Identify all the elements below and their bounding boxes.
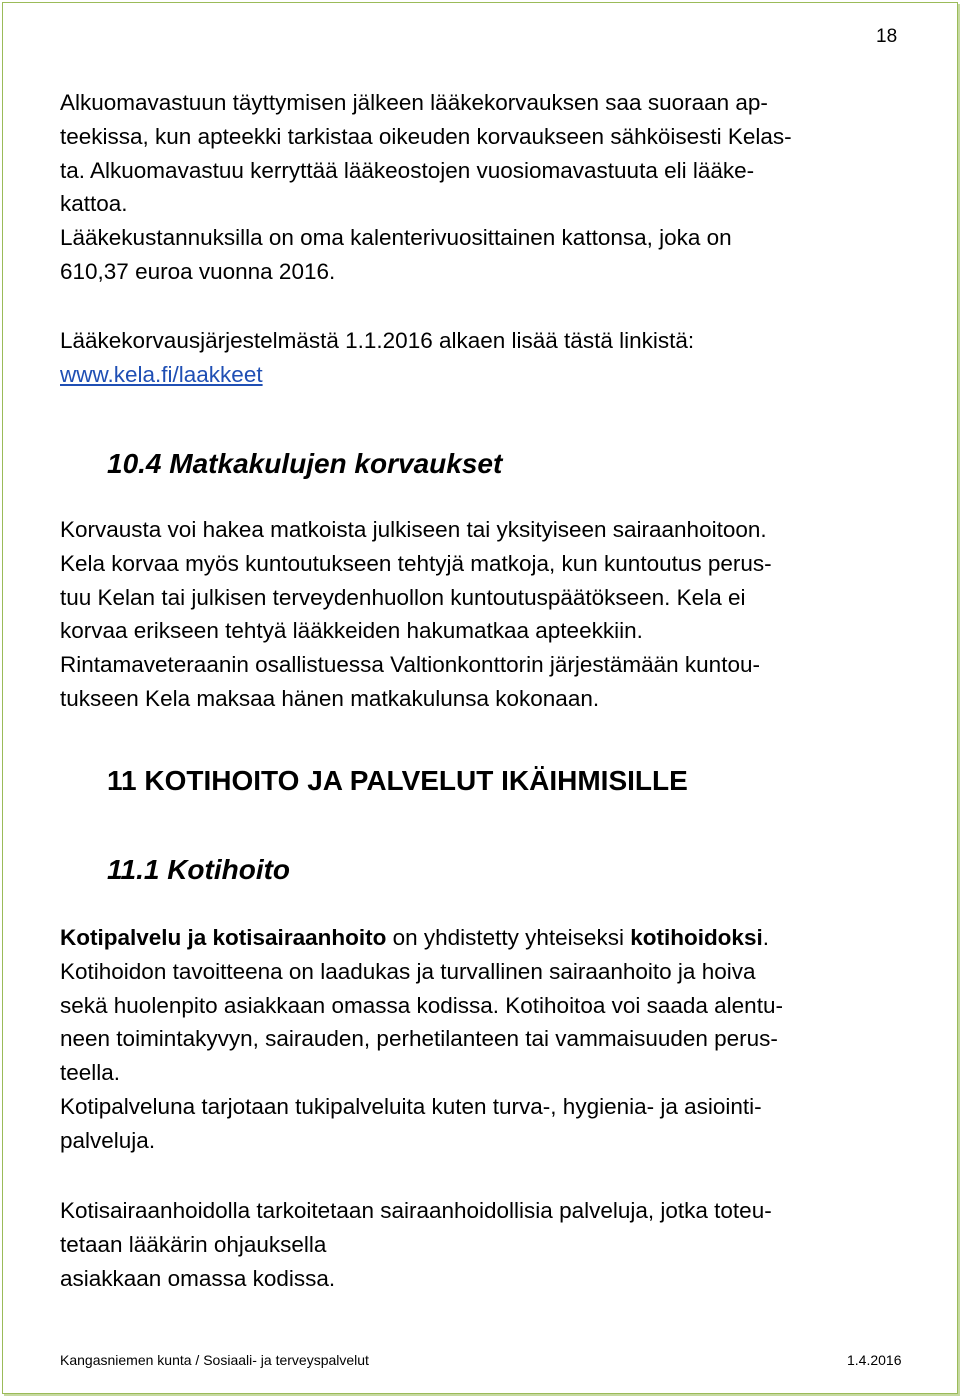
bold-text: kotihoidoksi — [630, 925, 763, 950]
text-line: tukseen Kela maksaa hänen matkakulunsa kokonaan. — [60, 685, 600, 711]
text-line: asiakkaan omassa kodissa. — [60, 1265, 336, 1291]
text-line: palveluja. — [60, 1127, 156, 1153]
heading-kotihoito: 11.1 Kotihoito — [107, 854, 291, 885]
kela-link[interactable]: www.kela.fi/laakkeet — [60, 361, 263, 387]
text-line: Kotihoidon tavoitteena on laadukas ja turvallinen sairaanhoito ja hoiva — [60, 958, 756, 984]
text-line: Alkuomavastuun täyttymisen jälkeen lääkekorvauksen saa suoraan ap- — [60, 90, 768, 115]
inline-text: on yhdistetty yhteiseksi — [386, 925, 631, 950]
paragraph-kotisairaanhoito — [60, 1194, 910, 1295]
text-line: Korvausta voi hakea matkoista julkiseen tai yksityiseen sairaanhoitoon. — [60, 517, 767, 542]
text-line: sekä huolenpito asiakkaan omassa kodissa. Kotihoitoa voi saada alentu- — [60, 992, 783, 1018]
paragraph-korvausjarjestelma — [60, 324, 910, 392]
text-line: ta. Alkuomavastuu kerryttää lääkeostojen vuosiomavastuuta eli lääke- — [60, 157, 755, 183]
text-line: korvaa erikseen tehtyä lääkkeiden hakumatkaa apteekkiin. — [60, 618, 643, 644]
paragraph-matkakulut — [60, 513, 910, 716]
inline-text: . — [762, 925, 769, 950]
heading-matkakulujen-korvaukset: 10.4 Matkakulujen korvaukset — [107, 448, 503, 479]
text-line: Lääkekustannuksilla on oma kalenterivuosittainen kattonsa, joka on — [60, 225, 732, 251]
bold-text: Kotipalvelu ja kotisairaanhoito — [60, 925, 387, 950]
text-line: teekissa, kun apteekki tarkistaa oikeuden korvaukseen sähköisesti Kelas- — [60, 123, 792, 149]
text-line: tuu Kelan tai julkisen terveydenhuollon kuntoutuspäätökseen. Kela ei — [60, 584, 746, 610]
heading-kotihoito-ja-palvelut: 11 KOTIHOITO JA PALVELUT IKÄIHMISILLE — [107, 765, 688, 796]
text-line: Kela korvaa myös kuntoutukseen tehtyjä matkoja, kun kuntoutus perus- — [60, 550, 772, 576]
text-line: tetaan lääkärin ohjauksella — [60, 1231, 327, 1257]
text-line — [60, 921, 910, 955]
text-line: Kotipalveluna tarjotaan tukipalveluita kuten turva-, hygienia- ja asiointi- — [60, 1093, 762, 1119]
text-line: kattoa. — [60, 191, 128, 217]
text-line: Lääkekorvausjärjestelmästä 1.1.2016 alkaen lisää tästä linkistä: — [60, 328, 695, 353]
text-line: Kotisairaanhoidolla tarkoitetaan sairaanhoidollisia palveluja, jotka toteu- — [60, 1198, 772, 1223]
page-number: 18 — [876, 26, 898, 47]
text-line: Rintamaveteraanin osallistuessa Valtionkonttorin järjestämään kuntou- — [60, 652, 760, 678]
paragraph-kotihoito — [60, 921, 910, 1158]
paragraph-alkuomavastuu — [60, 86, 910, 289]
text-line: teella. — [60, 1060, 121, 1086]
text-line: neen toimintakyvyn, sairauden, perhetilanteen tai vammaisuuden perus- — [60, 1026, 778, 1052]
footer-date: 1.4.2016 — [847, 1352, 902, 1368]
footer-organization: Kangasniemen kunta / Sosiaali- ja terveyspalvelut — [60, 1352, 369, 1368]
text-line: 610,37 euroa vuonna 2016. — [60, 258, 336, 284]
